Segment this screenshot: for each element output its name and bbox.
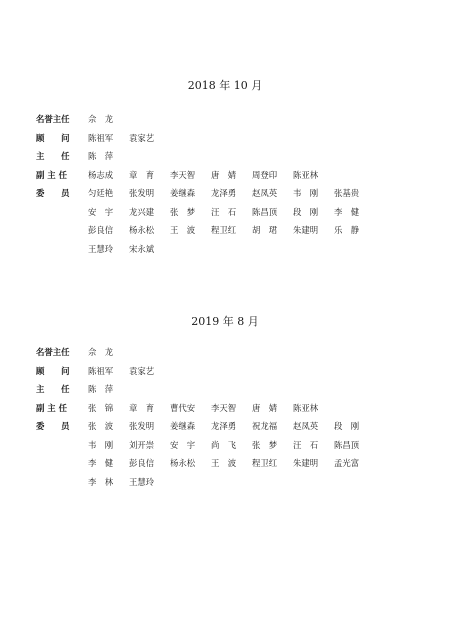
member-name: 张 梦 — [170, 206, 196, 217]
role-label: 委 员 — [36, 421, 70, 431]
member-name: 陈昌顶 — [334, 439, 360, 450]
member-name: 姜继森 — [170, 421, 196, 431]
member-name: 宋永斌 — [129, 243, 155, 254]
member-name: 陈祖军 — [88, 132, 114, 143]
member-name: 汪 石 — [293, 439, 319, 450]
member-name: 王 波 — [170, 225, 196, 235]
member-name: 安 宇 — [170, 439, 196, 450]
member-name: 段 刚 — [334, 421, 360, 431]
role-label: 名誉主任 — [36, 114, 70, 124]
role-label: 副 主 任 — [36, 169, 67, 180]
member-name: 章 育 — [129, 169, 155, 180]
member-name: 袁家艺 — [129, 132, 155, 143]
member-name: 袁家艺 — [129, 365, 155, 376]
member-name: 祝龙福 — [252, 421, 278, 431]
member-name: 李 林 — [88, 476, 114, 487]
member-name: 李 健 — [334, 206, 360, 217]
member-name: 彭良信 — [88, 225, 114, 235]
member-name: 龙兴建 — [129, 206, 155, 217]
member-name: 张发明 — [129, 188, 155, 198]
member-name: 张发明 — [129, 421, 155, 431]
member-name: 陈 萍 — [88, 151, 114, 161]
member-name: 朱建明 — [293, 225, 319, 235]
member-name: 陈祖军 — [88, 365, 114, 376]
member-name: 程卫红 — [252, 458, 278, 468]
member-name: 汪 石 — [211, 206, 237, 217]
member-name: 尚 飞 — [211, 439, 237, 450]
role-label: 主 任 — [36, 384, 70, 394]
member-name: 李天智 — [170, 169, 196, 180]
member-name: 佘 龙 — [88, 114, 114, 124]
member-name: 段 刚 — [293, 206, 319, 217]
member-name: 赵凤英 — [252, 188, 278, 198]
role-label: 委 员 — [36, 188, 70, 198]
member-name: 朱建明 — [293, 458, 319, 468]
section-title-2018: 2018 年 10 月 — [187, 79, 263, 92]
member-name: 周登印 — [252, 169, 278, 180]
member-name: 胡 珺 — [252, 225, 278, 235]
member-name: 佘 龙 — [88, 347, 114, 357]
member-name: 韦 刚 — [293, 188, 319, 198]
member-name: 龙泽勇 — [211, 188, 237, 198]
member-name: 刘开崇 — [129, 439, 155, 450]
member-name: 姜继森 — [170, 188, 196, 198]
member-name: 陈 萍 — [88, 384, 114, 394]
role-label: 顾 问 — [36, 365, 70, 376]
member-name: 张基贵 — [334, 188, 360, 198]
role-label: 副 主 任 — [36, 402, 67, 413]
member-name: 章 育 — [129, 402, 155, 413]
role-label: 主 任 — [36, 151, 70, 161]
role-label: 顾 问 — [36, 132, 70, 143]
member-name: 彭良信 — [129, 458, 155, 468]
member-name: 陈昌顶 — [252, 206, 278, 217]
member-name: 王 波 — [211, 458, 237, 468]
role-label: 名誉主任 — [36, 347, 70, 357]
member-name: 唐 婧 — [252, 402, 278, 413]
member-name: 曹代安 — [170, 402, 196, 413]
member-name: 赵凤英 — [293, 421, 319, 431]
member-name: 陈亚林 — [293, 169, 319, 180]
member-name: 王慧玲 — [88, 243, 114, 254]
member-name: 程卫红 — [211, 225, 237, 235]
member-name: 杨永松 — [129, 225, 155, 235]
member-name: 孟光富 — [334, 458, 360, 468]
member-name: 安 宇 — [88, 206, 114, 217]
member-name: 李 健 — [88, 458, 114, 468]
member-name: 唐 婧 — [211, 169, 237, 180]
member-name: 乐 静 — [334, 225, 360, 235]
member-name: 张 波 — [88, 421, 114, 431]
member-name: 龙泽勇 — [211, 421, 237, 431]
member-name: 杨志成 — [88, 169, 114, 180]
member-name: 张 锦 — [88, 402, 114, 413]
member-name: 匀廷艳 — [88, 188, 114, 198]
member-name: 陈亚林 — [293, 402, 319, 413]
member-name: 韦 刚 — [88, 439, 114, 450]
section-title-2019: 2019 年 8 月 — [191, 315, 259, 328]
member-name: 王慧玲 — [129, 476, 155, 487]
member-name: 李天智 — [211, 402, 237, 413]
member-name: 张 梦 — [252, 439, 278, 450]
member-name: 杨永松 — [170, 458, 196, 468]
